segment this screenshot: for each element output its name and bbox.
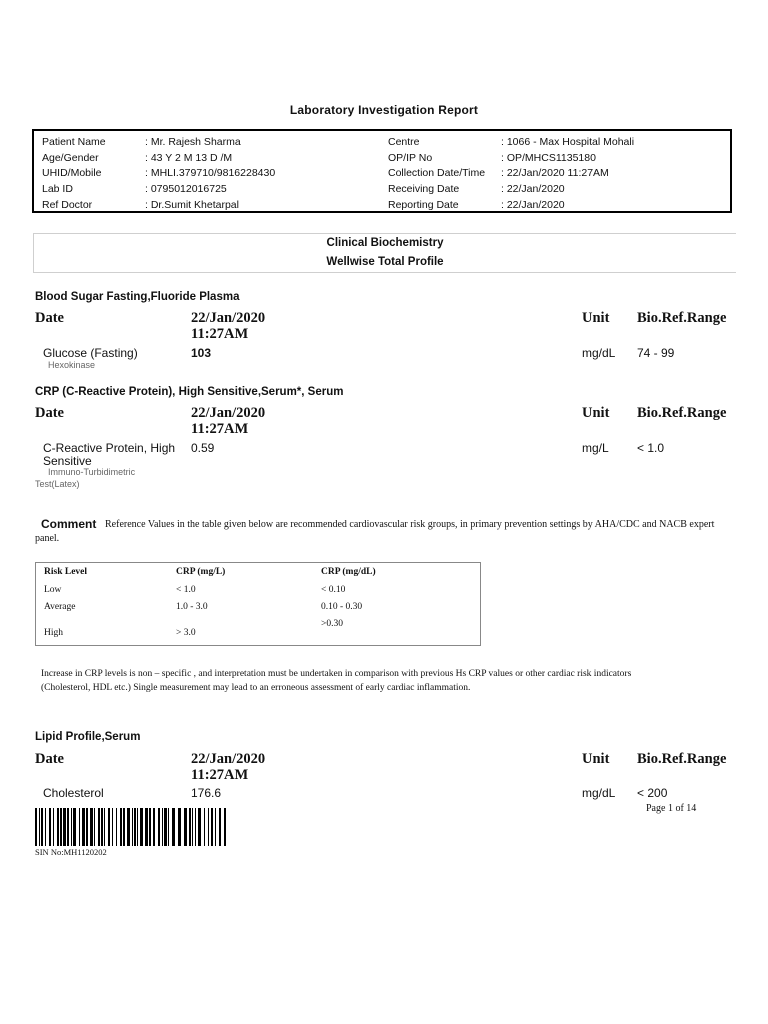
crp-note: [41, 668, 741, 695]
lab-id-value: : 0795012016725: [145, 183, 227, 195]
time-value: 11:27AM: [191, 767, 249, 783]
risk-table-cell: 0.10 - 0.30: [321, 602, 363, 612]
test-range: < 200: [637, 786, 668, 800]
test-unit: mg/L: [582, 441, 609, 455]
patient-info-box: [32, 129, 732, 213]
test-unit: mg/dL: [582, 346, 616, 360]
op-ip-value: : OP/MHCS1135180: [501, 152, 596, 164]
test-unit: mg/dL: [582, 786, 616, 800]
uhid-value: : MHLI.379710/9816228430: [145, 167, 276, 179]
risk-table-cell: Average: [44, 602, 76, 612]
date-header: Date: [35, 405, 64, 421]
risk-table-header: CRP (mg/dL): [321, 567, 376, 577]
uhid-label: UHID/Mobile: [42, 167, 102, 179]
risk-table-cell: High: [44, 628, 63, 638]
test-name: Glucose (Fasting): [43, 346, 138, 360]
time-value: 11:27AM: [191, 421, 249, 437]
date-value: 22/Jan/2020: [191, 751, 266, 767]
department-name: Clinical Biochemistry: [326, 237, 444, 249]
page-number: Page 1 of 14: [646, 803, 697, 814]
range-header: Bio.Ref.Range: [637, 310, 727, 326]
test-result: 0.59: [191, 441, 215, 455]
sin-number: SIN No:MH1120202: [35, 847, 107, 857]
comment-label: Comment: [41, 517, 97, 531]
crp-note-line1: Increase in CRP levels is non – specific , and interpretation must be undertaken in comparison with previous Hs CRP values or other cardiac risk indicators: [41, 669, 632, 679]
reporting-value: : 22/Jan/2020: [501, 199, 565, 211]
risk-table: [35, 562, 481, 646]
receiving-label: Receiving Date: [388, 183, 460, 195]
patient-name-value: : Mr. Rajesh Sharma: [145, 136, 241, 148]
op-ip-label: OP/IP No: [388, 152, 433, 164]
profile-name: Wellwise Total Profile: [326, 256, 444, 268]
test-range: < 1.0: [637, 441, 665, 455]
risk-table-cell: > 3.0: [176, 628, 196, 638]
receiving-value: : 22/Jan/2020: [501, 183, 565, 195]
reporting-label: Reporting Date: [388, 199, 459, 211]
test-range: 74 - 99: [637, 346, 675, 360]
test-name: Cholesterol: [43, 786, 104, 800]
patient-row: [34, 182, 730, 196]
collection-label: Collection Date/Time: [388, 167, 486, 179]
report-title: Laboratory Investigation Report: [289, 103, 479, 117]
patient-row: [34, 151, 730, 165]
risk-table-header: Risk Level: [44, 567, 88, 577]
patient-row: [34, 198, 730, 212]
risk-table-header: CRP (mg/L): [176, 567, 226, 577]
test-method-line1: Immuno-Turbidimetric: [48, 467, 136, 477]
risk-table-cell: Low: [44, 585, 62, 595]
age-gender-value: : 43 Y 2 M 13 D /M: [145, 152, 233, 164]
ref-doctor-label: Ref Doctor: [42, 199, 93, 211]
comment-text: Reference Values in the table given below are recommended cardiovascular risk groups, in primary prevention settings by AHA/CDC and NACB expert panel.: [35, 519, 715, 544]
date-header: Date: [35, 751, 64, 767]
risk-table-cell: >0.30: [321, 619, 343, 629]
test-result: 103: [191, 346, 212, 360]
date-header: Date: [35, 310, 64, 326]
unit-header: Unit: [582, 405, 610, 421]
centre-label: Centre: [388, 136, 420, 148]
range-header: Bio.Ref.Range: [637, 405, 727, 421]
collection-value: : 22/Jan/2020 11:27AM: [501, 167, 609, 179]
patient-name-label: Patient Name: [42, 136, 106, 148]
section-title-crp: CRP (C-Reactive Protein), High Sensitive,Serum*, Serum: [35, 386, 344, 398]
range-header: Bio.Ref.Range: [637, 751, 727, 767]
section-title-lipid: Lipid Profile,Serum: [35, 731, 141, 743]
time-value: 11:27AM: [191, 326, 249, 342]
lab-id-label: Lab ID: [42, 183, 73, 195]
age-gender-label: Age/Gender: [42, 152, 99, 164]
centre-value: : 1066 - Max Hospital Mohali: [501, 136, 635, 148]
test-method: Hexokinase: [48, 360, 96, 370]
department-box: [33, 233, 736, 273]
risk-table-cell: < 0.10: [321, 585, 346, 595]
risk-table-cell: 1.0 - 3.0: [176, 602, 208, 612]
date-value: 22/Jan/2020: [191, 405, 266, 421]
unit-header: Unit: [582, 751, 610, 767]
patient-row: [34, 166, 730, 180]
date-value: 22/Jan/2020: [191, 310, 266, 326]
test-name-line2: Sensitive: [43, 454, 92, 468]
patient-row: [34, 135, 730, 149]
unit-header: Unit: [582, 310, 610, 326]
section-title-blood-sugar: Blood Sugar Fasting,Fluoride Plasma: [35, 291, 240, 303]
test-name-line1: C-Reactive Protein, High: [43, 441, 176, 455]
barcode: [35, 808, 228, 846]
test-method-line2: Test(Latex): [35, 479, 80, 489]
ref-doctor-value: : Dr.Sumit Khetarpal: [145, 199, 239, 211]
test-result: 176.6: [191, 786, 222, 800]
crp-note-line2: (Cholesterol, HDL etc.) Single measurement may lead to an erroneous assessment of early cardiac inflammation.: [41, 682, 471, 693]
risk-table-cell: < 1.0: [176, 585, 196, 595]
